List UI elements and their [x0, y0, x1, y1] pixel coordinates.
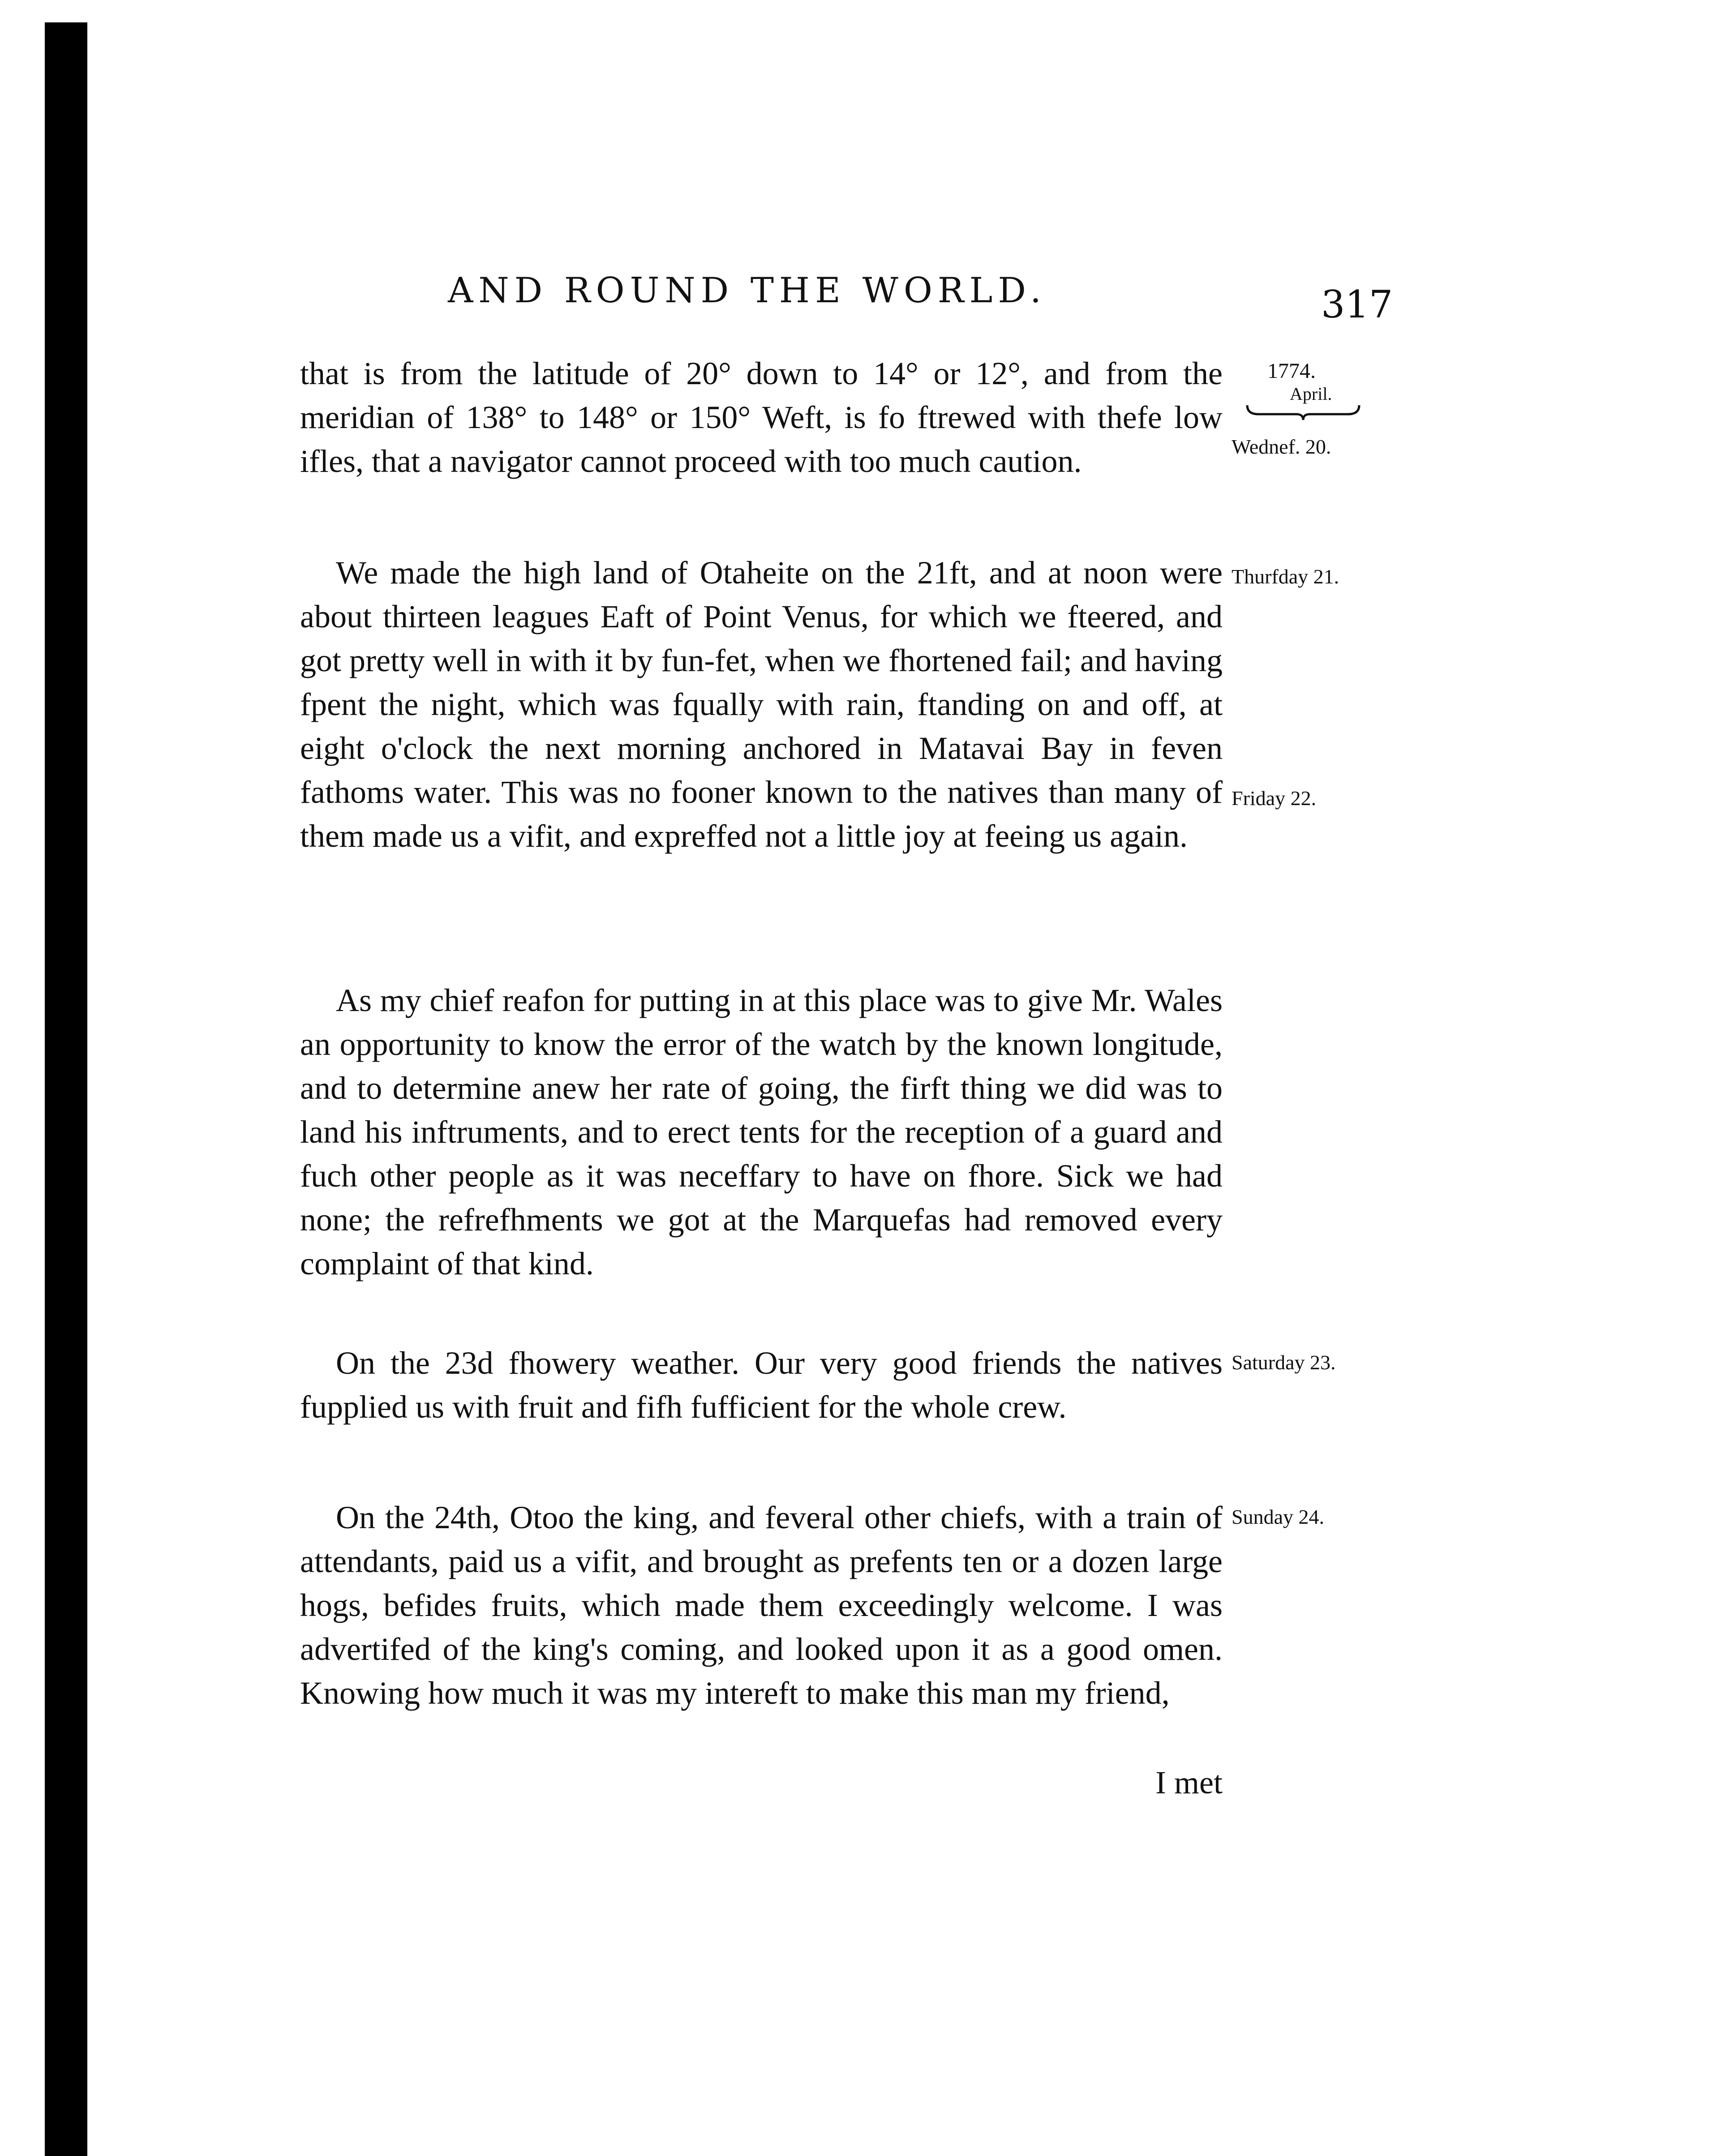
- paragraph-otoo-visit: On the 24th, Otoo the king, and feveral other chiefs, with a train of attendants, paid us a vifit, and brought as prefents ten or a dozen large hogs, befides fruits, which made them exceedingly welcome. I was advertifed of the king's coming, and looked upon it as a good omen. Knowing how much it was my intereft to make this man my friend,: [300, 1500, 1223, 1711]
- margin-note-month: April.: [1290, 384, 1332, 404]
- paragraph-showery-weather: On the 23d fhowery weather. Our very good friends the natives fupplied us with fruit and fifh fufficient for the whole crew.: [300, 1345, 1223, 1425]
- paragraph-watch-instruments: As my chief reafon for putting in at this place was to give Mr. Wales an opportunity to know the error of the watch by the known longitude, and to determine anew her rate of going, the firft thing we did was to land his inftruments, and to erect tents for the reception of a guard and fuch other people as it was neceffary to have on fhore. Sick we had none; the refrefhments we got at the Marquefas had removed every complaint of that kind.: [300, 982, 1223, 1282]
- margin-brace: [1245, 403, 1361, 421]
- margin-note-wednesday: Wednef. 20.: [1232, 435, 1331, 458]
- paragraph-continuation: that is from the latitude of 20° down to 14° or 12°, and from the meridian of 138° to 148° or 150° Weft, is fo ftrewed with thefe low ifles, that a navigator cannot proceed with too much caution.: [300, 356, 1223, 479]
- margin-note-thursday: Thurfday 21.: [1232, 565, 1339, 588]
- margin-note-friday: Friday 22.: [1232, 787, 1317, 810]
- page-number: 317: [1321, 283, 1393, 326]
- paragraph-otaheite-arrival: We made the high land of Otaheite on the 21ft, and at noon were about thirteen leagues Eaft of Point Venus, for which we fteered, and got pretty well in with it by fun-fet, when we fhortened fail; and having fpent the night, which was fqually with rain, ftanding on and off, at eight o'clock the next morning anchored in Matavai Bay in feven fathoms water. This was no fooner known to the natives than many of them made us a vifit, and expreffed not a little joy at feeing us again.: [300, 555, 1223, 854]
- catchword: I met: [1155, 1765, 1223, 1800]
- margin-note-sunday: Sunday 24.: [1232, 1505, 1324, 1528]
- running-title: AND ROUND THE WORLD.: [448, 270, 1047, 311]
- margin-note-saturday: Saturday 23.: [1232, 1351, 1336, 1374]
- margin-note-year: 1774.: [1267, 359, 1316, 383]
- page-spine-shadow: [45, 22, 87, 2156]
